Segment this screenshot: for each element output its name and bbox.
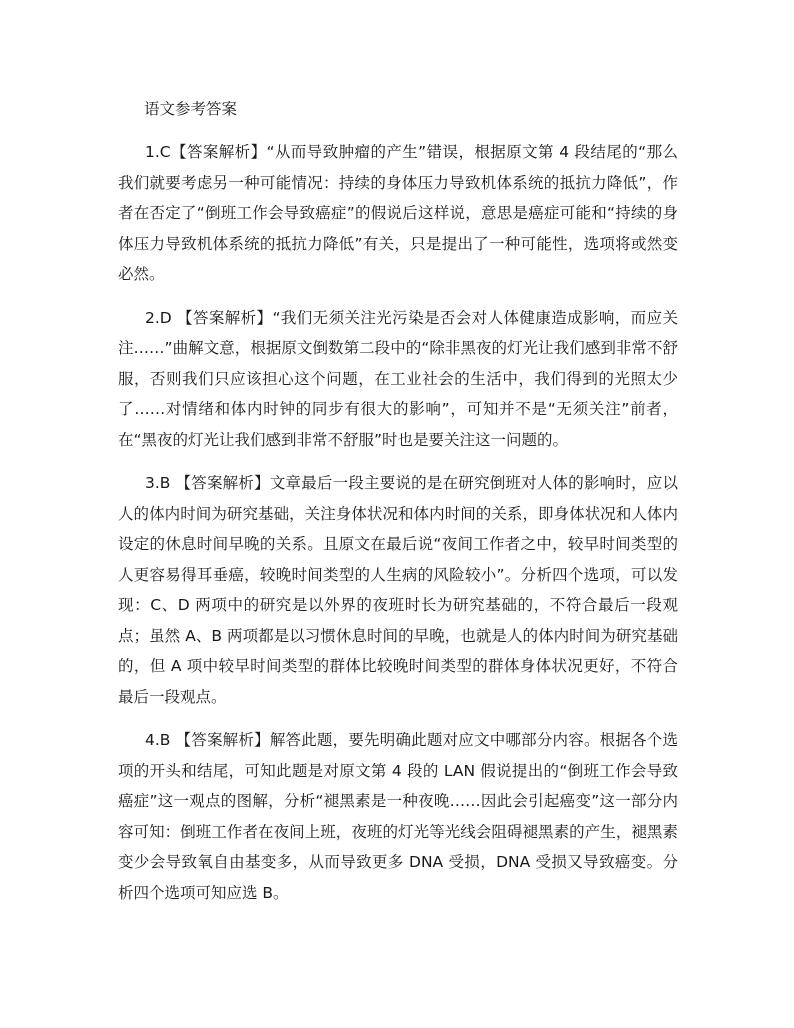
answer-4-paragraph (118, 725, 678, 908)
answer-4-text: 解答此题，要先明确此题对应文中哪部分内容。根据各个选项的开头和结尾，可知此题是对原文第 4 段的 LAN 假说提出的“倒班工作会导致癌症”这一观点的图解，分析“褪黑素是一种夜晚……因此会引起癌变”这一部分内容可知：倒班工作者在夜间上班，夜班的灯光等光线会阻碍褪黑素的产生，褪黑素变少会导致氧自由基变多，从而导致更多 DNA 受损，DNA 受损又导致癌变。分析四个选项可知应选 B。 (118, 731, 678, 902)
answer-1-paragraph (118, 137, 678, 290)
document-title: 语文参考答案 (144, 100, 238, 118)
answer-2-label: 2.D 【答案解析】 (145, 308, 273, 327)
answer-1-label: 1.C【答案解析】 (145, 143, 267, 161)
answer-3-label: 3.B 【答案解析】 (145, 474, 270, 492)
answer-2-text: “我们无须关注光污染是否会对人体健康造成影响，而应关注……”曲解文意，根据原文倒数第二段中的“除非黑夜的灯光让我们感到非常不舒服，否则我们只应该担心这个问题，在工业社会的生活中，我们得到的光照太少了……对情绪和体内时钟的同步有很大的影响”，可知并不是“无须关注”前者，在“黑夜的灯光让我们感到非常不舒服”时也是要关注这一问题的。 (118, 308, 678, 449)
answer-2-paragraph (118, 303, 678, 456)
answer-3-paragraph (118, 468, 678, 712)
answer-3-text: 文章最后一段主要说的是在研究倒班对人体的影响时，应以人的体内时间为研究基础，关注身体状况和体内时间的关系，即身体状况和人体内设定的休息时间早晚的关系。且原文在最后说“夜间工作者之中，较早时间类型的人更容易得耳垂癌，较晚时间类型的人生病的风险较小”。分析四个选项，可以发现：C、D 两项中的研究是以外界的夜班时长为研究基础的，不符合最后一段观点；虽然 A、B 两项都是以习惯休息时间的早晚，也就是人的体内时间为研究基础的，但 A 项中较早时间类型的群体比较晚时间类型的群体身体状况更好，不符合最后一段观点。 (118, 474, 678, 706)
answer-4-label: 4.B 【答案解析】 (145, 731, 270, 749)
document-page (118, 94, 678, 908)
answer-1-text: “从而导致肿瘤的产生”错误，根据原文第 4 段结尾的“那么我们就要考虑另一种可能情况：持续的身体压力导致机体系统的抵抗力降低”，作者在否定了“倒班工作会导致癌症”的假说后这样说，意思是癌症可能和“持续的身体压力导致机体系统的抵抗力降低”有关，只是提出了一种可能性，选项将或然变必然。 (118, 143, 678, 283)
